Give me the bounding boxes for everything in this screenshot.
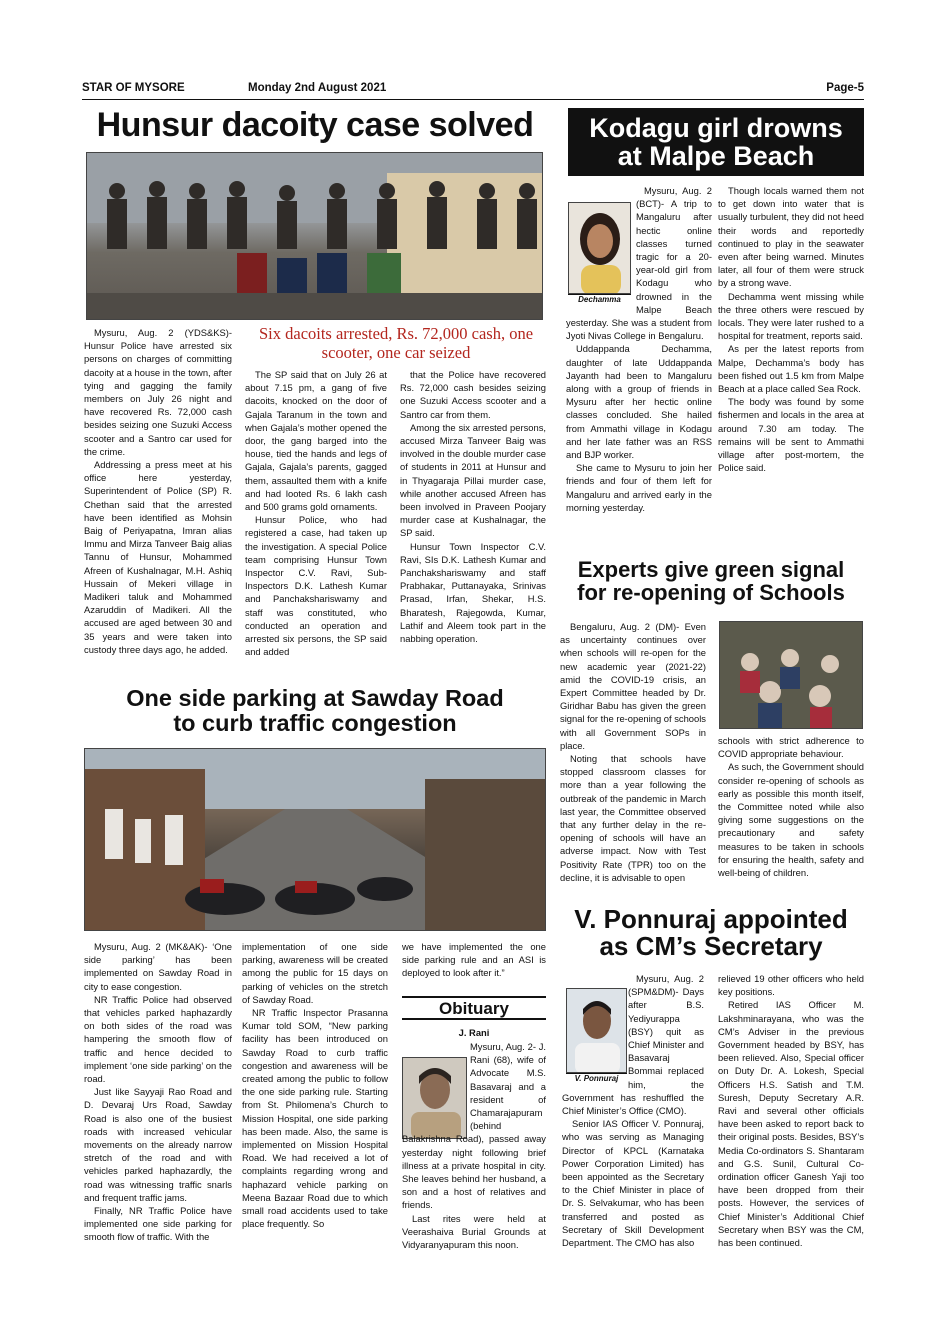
hunsur-column-1: [84, 326, 232, 678]
classroom-photo: [719, 621, 863, 729]
street-image: [85, 749, 546, 931]
paragraph: Bengaluru, Aug. 2 (DM)- Even as uncertainty continues over when schools will re-open for the new academic year (2021-22) amid the COVID-19 crisis, an Expert Committee headed by Dr. Giridhar Babu has given the green signal for the re-opening of schools with all Government SOPs in place.: [560, 621, 706, 751]
paragraph: Last rites were held at Veerashaiva Burial Grounds at Vidyaranyapuram this noon.: [402, 1212, 546, 1251]
kodagu-headline: [568, 114, 864, 171]
kodagu-headline-box: [568, 108, 864, 176]
paragraph: She came to Mysuru to join her friends and four of them left for Mangaluru and arrived early in the morning yesterday.: [566, 462, 712, 513]
paragraph: Mysuru, Aug. 2 (BCT)- A trip to Mangaluru after hectic online classes turned tragic for a 20-year-old girl from Kodagu who drowned in the Malpe Beach yesterday. She was a student from Jyoti Nivas College in Bengaluru.: [566, 185, 712, 342]
paragraph: schools with strict adherence to COVID appropriate behaviour.: [718, 735, 864, 760]
publication-name: STAR OF MYSORE: [82, 82, 185, 94]
experts-headline-line-2: for re-opening of Schools: [577, 580, 845, 606]
paragraph: Just like Sayyaji Rao Road and D. Devaraj Urs Road, Sawday Road is also one of the busiest roads with increased vehicular movements on the already narrow stretch of the road and with vehicles parked haphazardly, the road was witnessing traffic snarls and frequent traffic jams.: [84, 1086, 232, 1203]
paragraph: Finally, NR Traffic Police have implemented one side parking for smooth flow of traffic. With the: [84, 1205, 232, 1243]
hunsur-subheadline: Six dacoits arrested, Rs. 72,000 cash, one scooter, one car seized: [258, 324, 534, 362]
paragraph: As per the latest reports from Malpe, Dechamma’s body has been fished out 1.5 km from Malpe Beach at a place called Sea Rock.: [718, 343, 864, 395]
ponnuraj-headline-line-1: V. Ponnuraj appointed: [574, 904, 848, 934]
ponnuraj-caption: V. Ponnuraj: [566, 1073, 627, 1083]
paragraph: NR Traffic Police had observed that vehicles parked haphazardly on both sides of the road was hampering the smooth flow of traffic and hence decided to implement ‘one side parking’ on the road.: [84, 993, 232, 1085]
paragraph: Retired IAS Officer M. Lakshminarayana, who was the CM’s Adviser in the previous Government headed by BSY, has been relieved. Also, Special officer on Duty Dr. A. Lokesh, Special Officers H.S. Satish and T.M. Suresh, Deputy Secretary A.R. Ravi and several other officials have been asked to report back to their original posts. Besides, BSY’s Media Co-ordinators S. Shantaram and G.S. Sunil, Cultural Co-ordination officer Ganesh Yaji too have been dropped from their posts. However, the services of Chief Minister’s Additional Chief Secretary when BSY was the CM, has been continued.: [718, 999, 864, 1249]
kodagu-column-1: [566, 184, 712, 544]
paragraph: Senior IAS Officer V. Ponnuraj, who was serving as Managing Director of KPCL (Karnataka Power Corporation Limited) has been appointed as the Secretary to the Chief Minister in place of Dr. S. Selvakumar, who has been transferred and posted as Secretary of Skill Development Department. The CMO has also: [562, 1118, 704, 1249]
paragraph: that the Police have recovered Rs. 72,000 cash besides seizing one Suzuki Access scooter and a Santro car from them.: [400, 369, 546, 420]
paragraph: implementation of one side parking, awareness will be created among the public for 15 days on parking of vehicles on the stretch of Sawday Road.: [242, 941, 388, 1005]
paragraph: we have implemented the one side parking rule and an ASI is deployed to look after it.”: [402, 941, 546, 979]
hunsur-column-2: [245, 368, 387, 678]
paragraph: Noting that schools have stopped classroom classes for more than a year following the outbreak of the pandemic in March last year, the Committee observed that any further delay in the re-opening of schools will have an adverse impact. Now with Test Positivity Rate (TPR) too on the decline, it is advisable to open: [560, 753, 706, 883]
paragraph: Hunsur Police, who had registered a case, had taken up the investigation. A special Police team comprising Hunsur Town Inspector C.V. Ravi, Sub-Inspectors D.K. Lathesh Kumar and Panchakshariswamy and staff was constituted, who conducted an operation and arrested six persons, the SP said and added: [245, 514, 387, 658]
ponnuraj-column-1: [562, 972, 704, 1278]
hunsur-headline: Hunsur dacoity case solved: [96, 106, 534, 144]
paragraph: Among the six arrested persons, accused Mirza Tanveer Baig was involved in the double murder case of students in 2011 at Hunsur and in Thyagaraja Pillai murder case, while another accused Afreen has been involved in Praveen Poojary murder case at Kushalnagar, the SP said.: [400, 421, 546, 539]
paragraph: Dechamma went missing while the three others were rescued by locals. They were later rushed to a hospital for treatment, reports said.: [718, 290, 864, 342]
paragraph: Mysuru, Aug. 2 (SPM&DM)- Days after B.S. Yediyurappa (BSY) quit as Chief Minister and Basavaraj Bommai replaced him, the Government has reshuffled the Chief Minister’s Office (CMO).: [562, 973, 704, 1117]
hunsur-column-3: [400, 368, 546, 678]
experts-column-1: [560, 620, 706, 888]
parking-headline: [82, 686, 548, 735]
kodagu-headline-line-1: Kodagu girl drowns: [589, 113, 843, 143]
parking-headline-line-1: One side parking at Sawday Road: [126, 685, 504, 711]
paragraph: As such, the Government should consider re-opening of schools as early as possible this month itself, the Committee noted while also giving some suggestions on the precautionary and safety measures to be taken in schools for ensuring the health, safety and well-being of children.: [718, 761, 864, 879]
police-group-image: [87, 153, 543, 320]
ponnuraj-headline: [558, 906, 864, 961]
classroom-image: [720, 622, 863, 729]
paragraph: The body was found by some fishermen and locals in the area at around 7.30 am today. The remains will be sent to Ammathi village after post-mortem, the Police said.: [718, 396, 864, 474]
paragraph: relieved 19 other officers who held key positions.: [718, 973, 864, 998]
paragraph: Mysuru, Aug. 2- J. Rani (68), wife of Advocate M.S. Basavaraj and a resident of Chamarajapuram (behind Balakrishna Road), passed away yesterday night following brief illness at a private hospital in city. She leaves behind her husband, a son and a host of relatives and friends.: [402, 1041, 546, 1211]
paragraph: Mysuru, Aug. 2 (YDS&KS)- Hunsur Police have arrested six persons on charges of committing dacoity at a house in the town, after tying and gagging the family members on July 26 night and have recovered Rs. 72,000 cash besides seizing one Suzuki Access scooter and a Santro car used for the crime.: [84, 327, 232, 457]
obituary-title: Obituary: [402, 996, 546, 1020]
paragraph: NR Traffic Inspector Prasanna Kumar told SOM, “New parking facility has been introduced on Sawday Road to curb traffic congestion and awareness will be created among the public to follow the one side parking rule. Starting from St. Philomena’s Church to Mission Hospital, one side parking has been made. Also, the same is implemented on Mission Hospital Road. We had received a lot of complaints regarding wrong and haphazard vehicle parking on Meena Bazaar Road due to which small road accidents used to take place frequently. So: [242, 1007, 388, 1230]
parking-headline-line-2: to curb traffic congestion: [173, 709, 457, 736]
masthead: [82, 78, 864, 100]
kodagu-column-2: [718, 184, 864, 544]
kodagu-headline-line-2: at Malpe Beach: [617, 141, 815, 172]
paragraph: Though locals warned them not to get down into water that is usually turbulent, they did not heed their words and reportedly continued to play in the seawater even after being warned. Minutes later, all four of them were struck by a strong wave.: [718, 185, 864, 289]
issue-date: Monday 2nd August 2021: [248, 82, 387, 94]
ponnuraj-column-2: [718, 972, 864, 1278]
obituary-text: [402, 1040, 546, 1278]
obituary-name: J. Rani: [458, 1027, 490, 1038]
paragraph: The SP said that on July 26 at about 7.15 pm, a gang of five dacoits, knocked on the door of Gajala Taranum in the town and when Gajala’s mother opened the door, the gang barged into the house, tied the hands and legs of Gajala, Gajala’s parents, gagged them, assaulted them with a knife and had looted Rs. 6 lakh cash and 500 grams gold ornaments.: [245, 369, 387, 513]
page-number: Page-5: [826, 82, 864, 94]
ponnuraj-headline-line-2: as CM’s Secretary: [599, 931, 823, 962]
hunsur-police-photo: [86, 152, 543, 320]
newspaper-page: [82, 78, 864, 1278]
experts-headline-line-1: Experts give green signal: [577, 557, 845, 582]
dechamma-caption: Dechamma: [568, 294, 631, 304]
parking-column-1: [84, 940, 232, 1278]
paragraph: Uddappanda Dechamma, daughter of late Uddappanda Jayanth had been to Mangaluru along with a group of friends in Mysuru after her hectic online classes concluded. She hailed from Ammathi village in Kodagu and her late father was an RSS and BJP worker.: [566, 343, 712, 461]
experts-column-2: [718, 734, 864, 894]
paragraph: Mysuru, Aug. 2 (MK&AK)- ‘One side parking’ has been implemented on Sawday Road in city to ease congestion.: [84, 941, 232, 992]
experts-headline: [558, 558, 864, 604]
parking-column-3: [402, 940, 546, 990]
paragraph: Hunsur Town Inspector C.V. Ravi, SIs D.K. Lathesh Kumar and Panchakshariswamy and staff Prabhakar, Puttanayaka, Srinivas Prasad, Irfan, Shekar, H.S. Bharatesh, Rajegowda, Kumar, Lathif and Aleem took part in the nabbing operation.: [400, 540, 546, 645]
parking-column-2: [242, 940, 388, 1278]
paragraph: Addressing a press meet at his office here yesterday, Superintendent of Police (SP) R. Chethan said that the arrested have been identified as Mohsin Baig of Periyapatna, Imran alias Immu and Mirza Tanveer Baig alias Tannu of Hunsur, Mohammed Afreen of Kushalnagar, M.H. Ashiq Hussain of Mekeri village in Madikeri taluk and Mohammed Azaruddin of Madikeri. All the accused are aged between 30 and 35 years and were taken into custody three days ago, he added.: [84, 459, 232, 655]
sawday-road-photo: [84, 748, 546, 931]
